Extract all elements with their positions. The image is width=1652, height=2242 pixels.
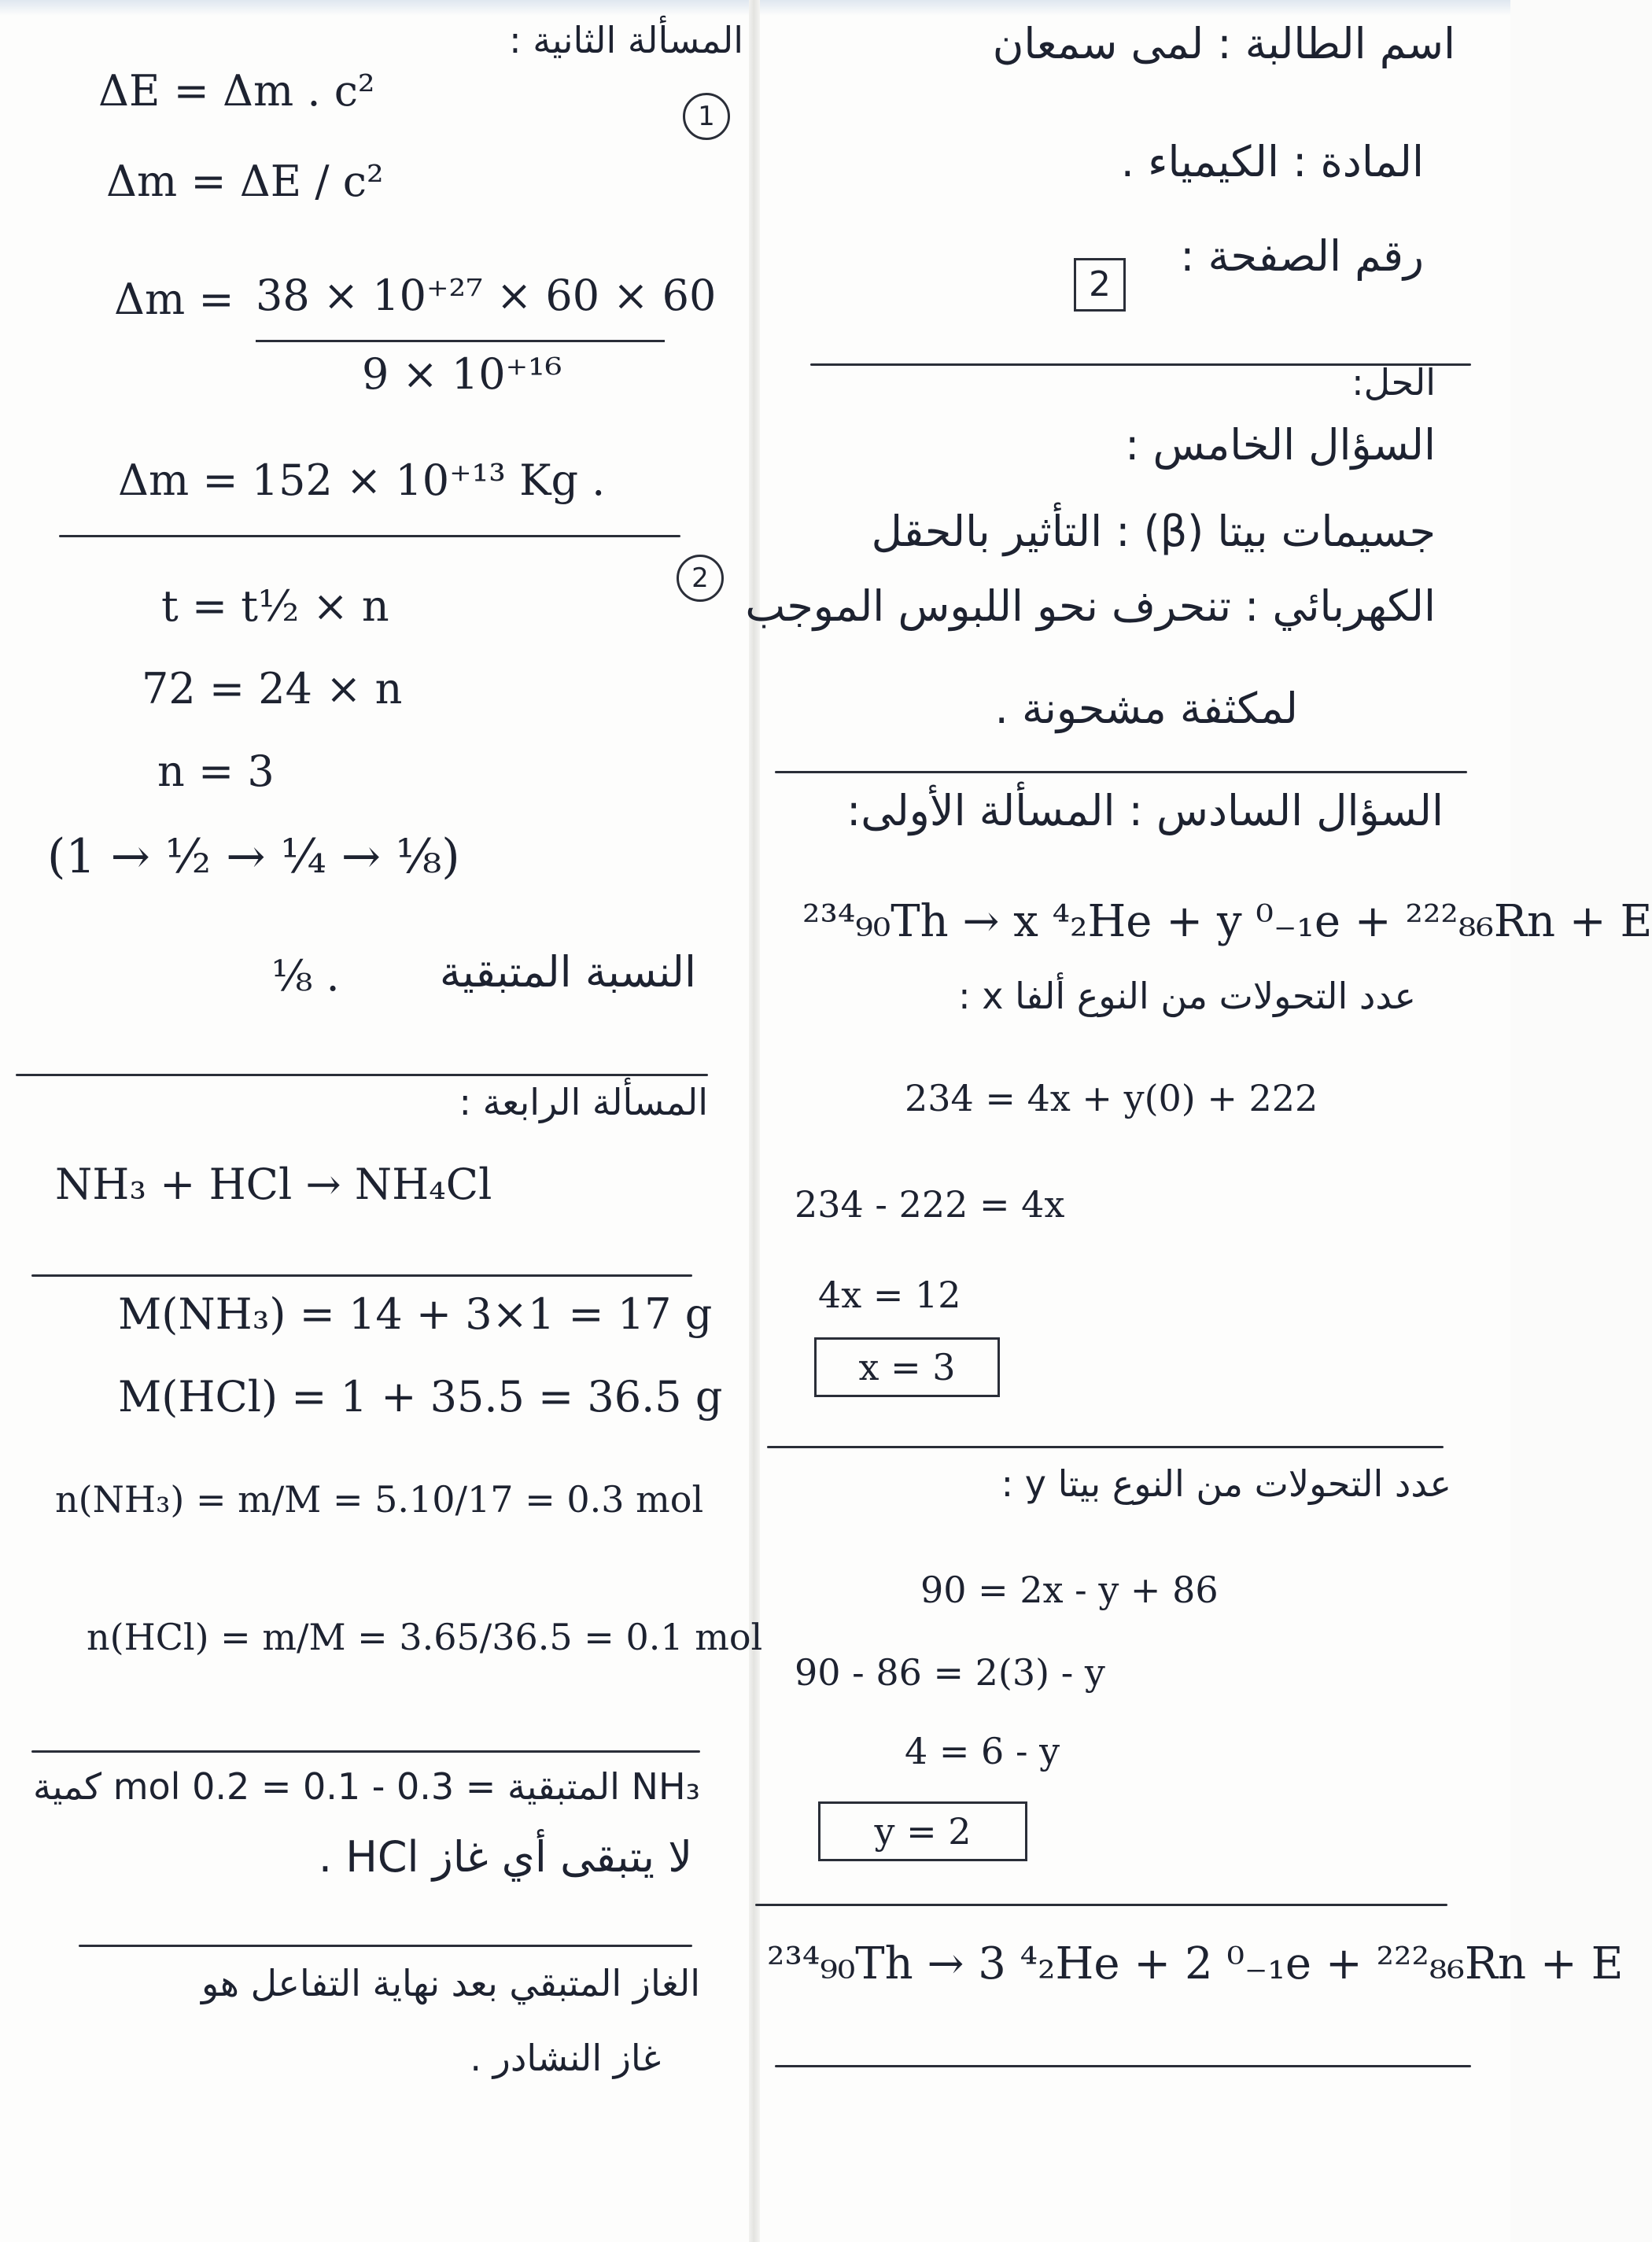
- part-number-circle: 2: [677, 555, 724, 602]
- divider: [775, 771, 1467, 773]
- alpha-label: عدد التحولات من النوع ألفا x :: [958, 975, 1416, 1017]
- conclusion-line-2: غاز النشادر .: [470, 2037, 661, 2079]
- divider: [755, 1904, 1447, 1906]
- divider: [767, 1446, 1444, 1448]
- equation-step: Δm =: [114, 275, 234, 324]
- equation-step: 72 = 24 × n: [142, 664, 403, 714]
- q5-line-1: جسيمات بيتا (β) : التأثير بالحقل: [871, 507, 1436, 556]
- divider: [59, 535, 680, 537]
- moles-nh3: n(NH₃) = m/M = 5.10/17 = 0.3 mol: [55, 1478, 704, 1521]
- q2-title: المسألة الثانية :: [509, 19, 743, 61]
- q5-title: السؤال الخامس :: [1125, 420, 1436, 470]
- beta-label: عدد التحولات من النوع بيتا y :: [1001, 1462, 1451, 1505]
- fraction-denominator: 9 × 10⁺¹⁶: [362, 349, 562, 399]
- solution-label: الحل:: [1351, 361, 1436, 404]
- q5-line-3: لمكثفة مشحونة .: [994, 684, 1298, 733]
- remaining-nh3: NH₃ المتبقية = 0.3 - 0.1 = 0.2 mol كمية: [33, 1765, 700, 1808]
- mass-result: Δm = 152 × 10⁺¹³ Kg .: [118, 455, 606, 505]
- equation-step: 4x = 12: [818, 1274, 961, 1316]
- equation-step: 90 = 2x - y + 86: [920, 1569, 1219, 1611]
- molar-mass-hcl: M(HCl) = 1 + 35.5 = 36.5 g: [118, 1372, 723, 1422]
- remaining-label: النسبة المتبقية: [439, 947, 696, 997]
- equation-step: t = t½ × n: [161, 581, 389, 631]
- fraction-bar: [256, 340, 665, 342]
- molar-mass-nh3: M(NH₃) = 14 + 3×1 = 17 g: [118, 1289, 713, 1339]
- student-name: اسم الطالبة : لمى سمعان: [992, 19, 1455, 68]
- y-result-box: y = 2: [818, 1801, 1027, 1861]
- remaining-value: ⅛ .: [271, 951, 340, 1001]
- divider: [775, 2065, 1471, 2067]
- moles-hcl: n(HCl) = m/M = 3.65/36.5 = 0.1 mol: [87, 1616, 763, 1658]
- page-number-label: رقم الصفحة :: [1180, 231, 1424, 281]
- subject-line: المادة : الكيمياء .: [1120, 137, 1424, 186]
- final-equation: ²³⁴₉₀Th → 3 ⁴₂He + 2 ⁰₋₁e + ²²²₈₆Rn + E: [767, 1938, 1624, 1989]
- equation-step: Δm = ΔE / c²: [106, 157, 384, 206]
- no-hcl-remaining: لا يتبقى أي غاز HCl .: [318, 1832, 692, 1882]
- equation-step: 234 - 222 = 4x: [795, 1183, 1065, 1226]
- divider: [31, 1750, 700, 1753]
- q4-title: المسألة الرابعة :: [459, 1081, 708, 1123]
- q6-title: السؤال السادس : المسألة الأولى:: [846, 786, 1444, 835]
- divider: [16, 1074, 708, 1076]
- page-number-box: 2: [1074, 258, 1126, 312]
- decay-sequence: (1 → ½ → ¼ → ⅛): [47, 829, 460, 884]
- nuclear-equation: ²³⁴₉₀Th → x ⁴₂He + y ⁰₋₁e + ²²²₈₆Rn + E: [802, 896, 1652, 947]
- divider: [79, 1945, 692, 1947]
- fraction-numerator: 38 × 10⁺²⁷ × 60 × 60: [256, 271, 717, 320]
- part-number-circle: 1: [683, 93, 730, 140]
- conclusion-line-1: الغاز المتبقي بعد نهاية التفاعل هو: [201, 1962, 700, 2004]
- equation-step: ΔE = Δm . c²: [98, 66, 375, 116]
- divider: [31, 1274, 692, 1277]
- equation-step: 234 = 4x + y(0) + 222: [905, 1077, 1318, 1119]
- equation-step: 4 = 6 - y: [905, 1730, 1060, 1772]
- reaction-equation: NH₃ + HCl → NH₄Cl: [55, 1160, 492, 1209]
- x-result-box: x = 3: [814, 1337, 1000, 1397]
- q5-line-2: الكهربائي : تنحرف نحو اللبوس الموجب: [745, 581, 1436, 631]
- equation-step: 90 - 86 = 2(3) - y: [795, 1651, 1105, 1694]
- equation-step: n = 3: [157, 747, 275, 796]
